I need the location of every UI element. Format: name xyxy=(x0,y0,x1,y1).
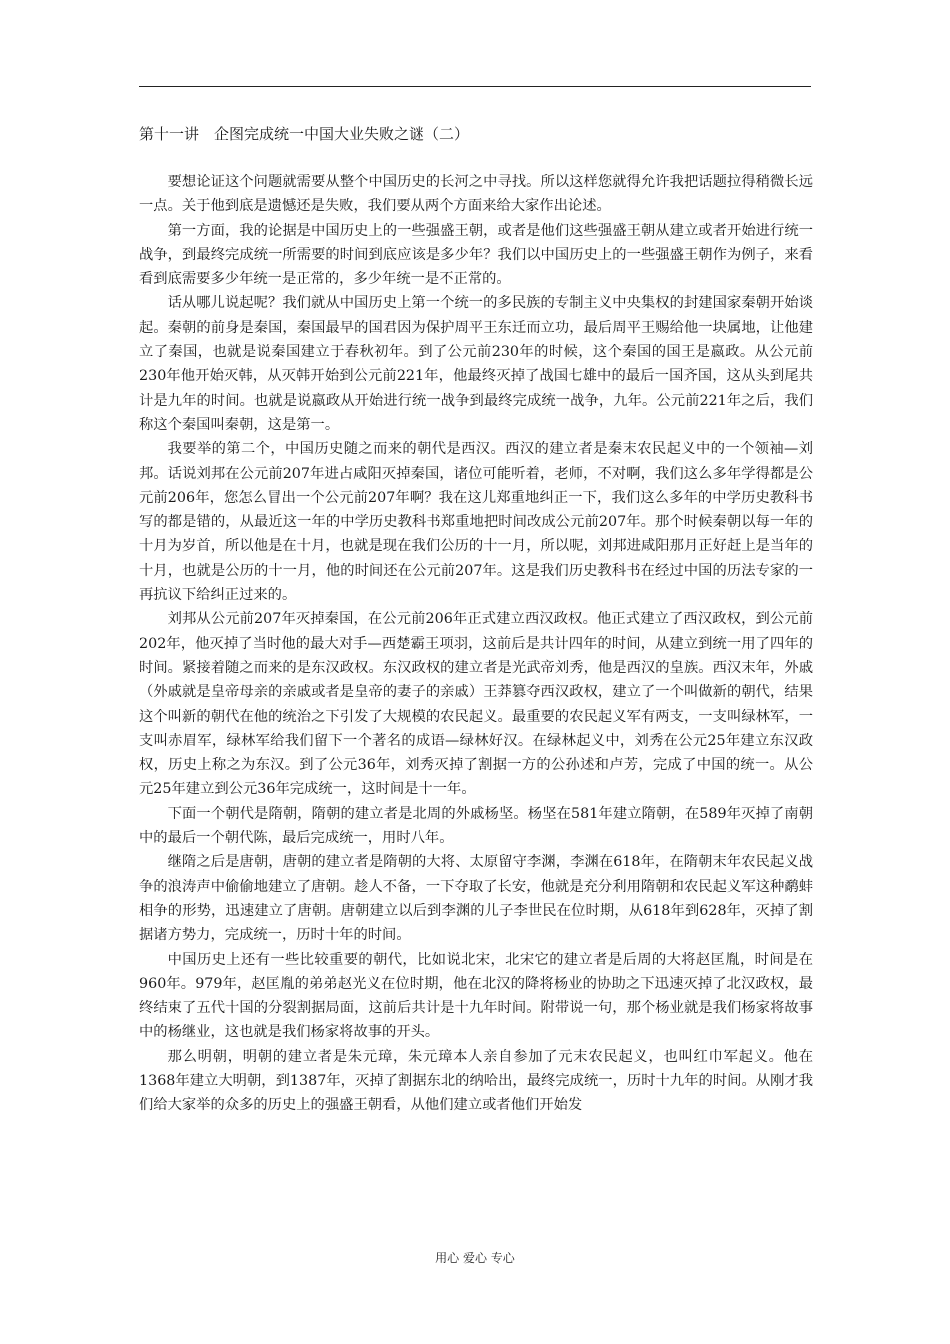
page-footer: 用心 爱心 专心 xyxy=(435,1251,515,1265)
paragraph-sui: 下面一个朝代是隋朝，隋朝的建立者是北周的外戚杨坚。杨坚在581年建立隋朝，在589年灭掉了南朝中的最后一个朝代陈，最后完成统一，用时八年。 xyxy=(139,805,813,847)
paragraph-first-aspect: 第一方面，我的论据是中国历史上的一些强盛王朝，或者是他们这些强盛王朝从建立或者开始进行统一战争，到最终完成统一所需要的时间到底应该是多少年？我们以中国历史上的一些强盛王朝作为例子，来看看到底需要多少年统一是正常的，多少年统一是不正常的。 xyxy=(139,222,813,288)
paragraph-intro: 要想论证这个问题就需要从整个中国历史的长河之中寻找。所以这样您就得允许我把话题拉得稍微长远一点。关于他到底是遗憾还是失败，我们要从两个方面来给大家作出论述。 xyxy=(139,174,813,215)
paragraph-northern-song: 中国历史上还有一些比较重要的朝代，比如说北宋，北宋它的建立者是后周的大将赵匡胤，时间是在960年。979年，赵匡胤的弟弟赵光义在位时期，他在北汉的降将杨业的协助之下迅速灭掉了北汉政权，最终结束了五代十国的分裂割据局面，这前后共计是十九年时间。附带说一句，那个杨业就是我们杨家将故事中的杨继业，这也就是我们杨家将故事的开头。 xyxy=(139,951,813,1041)
document-body xyxy=(139,122,813,1118)
paragraph-western-han: 我要举的第二个，中国历史随之而来的朝代是西汉。西汉的建立者是秦末农民起义中的一个领袖—刘邦。话说刘邦在公元前207年进占咸阳灭掉秦国，诸位可能听着，老师，不对啊，我们这么多年学得都是公元前206年，您怎么冒出一个公元前207年啊？我在这儿郑重地纠正一下，我们这么多年的中学历史教科书写的都是错的，从最近这一年的中学历史教科书郑重地把时间改成公元前207年。那个时候秦朝以每一年的十月为岁首，所以他是在十月，也就是现在我们公历的十一月，所以呢，刘邦进咸阳那月正好赶上是当年的十月，也就是公历的十一月，他的时间还在公元前207年。这是我们历史教科书在经过中国的历法专家的一再抗议下给纠正过来的。 xyxy=(139,441,813,604)
lecture-title: 第十一讲 企图完成统一中国大业失败之谜（二） xyxy=(139,125,470,143)
paragraph-tang: 继隋之后是唐朝，唐朝的建立者是隋朝的大将、太原留守李渊，李渊在618年，在隋朝末年农民起义战争的浪涛声中偷偷地建立了唐朝。趁人不备，一下夺取了长安，他就是充分利用隋朝和农民起义军这种鹬蚌相争的形势，迅速建立了唐朝。唐朝建立以后到李渊的儿子李世民在位时期，从618年到628年，灭掉了割据诸方势力，完成统一，历时十年的时间。 xyxy=(139,854,813,944)
paragraph-qin: 话从哪儿说起呢？我们就从中国历史上第一个统一的多民族的专制主义中央集权的封建国家秦朝开始谈起。秦朝的前身是秦国，秦国最早的国君因为保护周平王东迁而立功，最后周平王赐给他一块属地，让他建立了秦国，也就是说秦国建立于春秋初年。到了公元前230年的时候，这个秦国的国王是嬴政。从公元前230年他开始灭韩，从灭韩开始到公元前221年，他最终灭掉了战国七雄中的最后一国齐国，这从头到尾共计是九年的时间。也就是说嬴政从开始进行统一战争到最终完成统一战争，九年。公元前221年之后，我们称这个秦国叫秦朝，这是第一。 xyxy=(139,295,813,433)
header-rule xyxy=(139,86,811,87)
paragraph-ming: 那么明朝，明朝的建立者是朱元璋，朱元璋本人亲自参加了元末农民起义，也叫红巾军起义。他在1368年建立大明朝，到1387年，灭掉了割据东北的纳哈出，最终完成统一，历时十九年的时间。从刚才我们给大家举的众多的历史上的强盛王朝看，从他们建立或者他们开始发 xyxy=(139,1048,813,1114)
paragraph-eastern-han: 刘邦从公元前207年灭掉秦国，在公元前206年正式建立西汉政权。他正式建立了西汉政权，到公元前202年，他灭掉了当时他的最大对手—西楚霸王项羽，这前后是共计四年的时间，从建立到统一用了四年的时间。紧接着随之而来的是东汉政权。东汉政权的建立者是光武帝刘秀，他是西汉的皇族。西汉末年，外戚（外戚就是皇帝母亲的亲戚或者是皇帝的妻子的亲戚）王莽篡夺西汉政权，建立了一个叫做新的朝代，结果这个叫新的朝代在他的统治之下引发了大规模的农民起义。最重要的农民起义军有两支，一支叫绿林军，一支叫赤眉军，绿林军给我们留下一个著名的成语—绿林好汉。在绿林起义中，刘秀在公元25年建立东汉政权，历史上称之为东汉。到了公元36年，刘秀灭掉了割据一方的公孙述和卢芳，完成了中国的统一。从公元25年建立到公元36年完成统一，这时间是十一年。 xyxy=(139,611,813,798)
